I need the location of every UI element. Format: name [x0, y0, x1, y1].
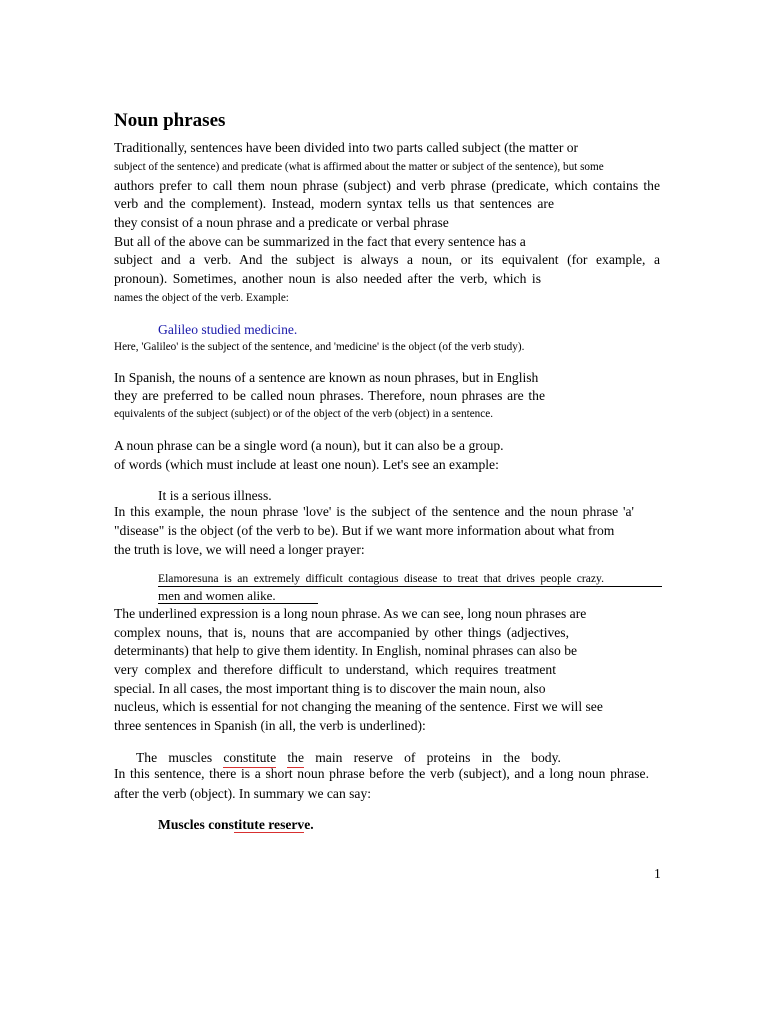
example-word: main: [315, 750, 343, 765]
page-number: 1: [654, 866, 661, 881]
example-word: in: [481, 750, 493, 765]
paragraph-line: subject of the sentence) and predicate (what is affirmed about the matter or subject of the sentence), but some: [114, 161, 604, 173]
example-word: the: [503, 750, 520, 765]
paragraph-line: of words (which must include at least one noun). Let's see an example:: [114, 457, 499, 472]
paragraph-line: three sentences in Spanish (in all, the verb is underlined):: [114, 718, 426, 733]
paragraph-line: In this sentence, there is a short noun phrase before the verb (subject), and a long noun phrase.: [114, 766, 649, 781]
paragraph-line: pronoun). Sometimes, another noun is also needed after the verb, which is: [114, 271, 541, 286]
verb-underlined: titute reserv: [233, 817, 305, 832]
paragraph-line: special. In all cases, the most important thing is to discover the main noun, also: [114, 681, 546, 696]
example-sentence: [158, 816, 314, 834]
example-sentence: It is a serious illness.: [158, 488, 272, 503]
paragraph-line: But all of the above can be summarized in the fact that every sentence has a: [114, 234, 526, 249]
paragraph-line: nucleus, which is essential for not changing the meaning of the sentence. First we will see: [114, 699, 603, 714]
paragraph-line: complex nouns, that is, nouns that are accompanied by other things (adjectives,: [114, 625, 569, 640]
paragraph-line: A noun phrase can be a single word (a noun), but it can also be a group.: [114, 438, 504, 453]
paragraph-line: very complex and therefore difficult to understand, which requires treatment: [114, 662, 556, 677]
paragraph-line: Traditionally, sentences have been divided into two parts called subject (the matter or: [114, 140, 579, 155]
example-word: reserve: [353, 750, 393, 765]
example-text: e.: [304, 817, 314, 832]
paragraph-line: the truth is love, we will need a longer prayer:: [114, 542, 365, 557]
example-sentence: men and women alike.: [158, 588, 276, 603]
paragraph-line: In this example, the noun phrase 'love' is the subject of the sentence and the noun phrase 'a': [114, 504, 634, 519]
example-word: muscles: [168, 750, 213, 765]
example-text: Muscles cons: [158, 817, 234, 832]
page-title: Noun phrases: [114, 110, 226, 131]
paragraph-line: subject and a verb. And the subject is always a noun, or its equivalent (for example, a: [114, 252, 660, 267]
paragraph-line: In Spanish, the nouns of a sentence are known as noun phrases, but in English: [114, 370, 539, 385]
example-word: of: [404, 750, 416, 765]
paragraph-line: Here, 'Galileo' is the subject of the sentence, and 'medicine' is the object (of the verb study).: [114, 341, 525, 353]
example-word: proteins: [426, 750, 471, 765]
example-word: The: [136, 750, 158, 765]
underline-rule: [158, 603, 318, 604]
example-word: the: [287, 749, 304, 768]
paragraph-line: they are preferred to be called noun phrases. Therefore, noun phrases are the: [114, 388, 545, 403]
paragraph-line: authors prefer to call them noun phrase (subject) and verb phrase (predicate, which contains the: [114, 178, 660, 193]
paragraph-line: they consist of a noun phrase and a predicate or verbal phrase: [114, 215, 449, 230]
paragraph-line: "disease" is the object (of the verb to be). But if we want more information about what from: [114, 523, 615, 538]
example-sentence: Elamoresuna is an extremely difficult contagious disease to treat that drives people crazy.: [158, 572, 604, 585]
paragraph-line: The underlined expression is a long noun phrase. As we can see, long noun phrases are: [114, 606, 587, 621]
paragraph-line: determinants) that help to give them identity. In English, nominal phrases can also be: [114, 643, 578, 658]
paragraph-line: equivalents of the subject (subject) or of the object of the verb (object) in a sentence.: [114, 408, 493, 420]
example-word: body.: [531, 750, 561, 765]
paragraph-line: after the verb (object). In summary we can say:: [114, 786, 372, 801]
example-sentence: Galileo studied medicine.: [158, 322, 298, 337]
paragraph-line: names the object of the verb. Example:: [114, 292, 289, 304]
paragraph-line: verb and the complement). Instead, modern syntax tells us that sentences are: [114, 196, 554, 211]
verb-underlined: constitute: [223, 749, 276, 768]
